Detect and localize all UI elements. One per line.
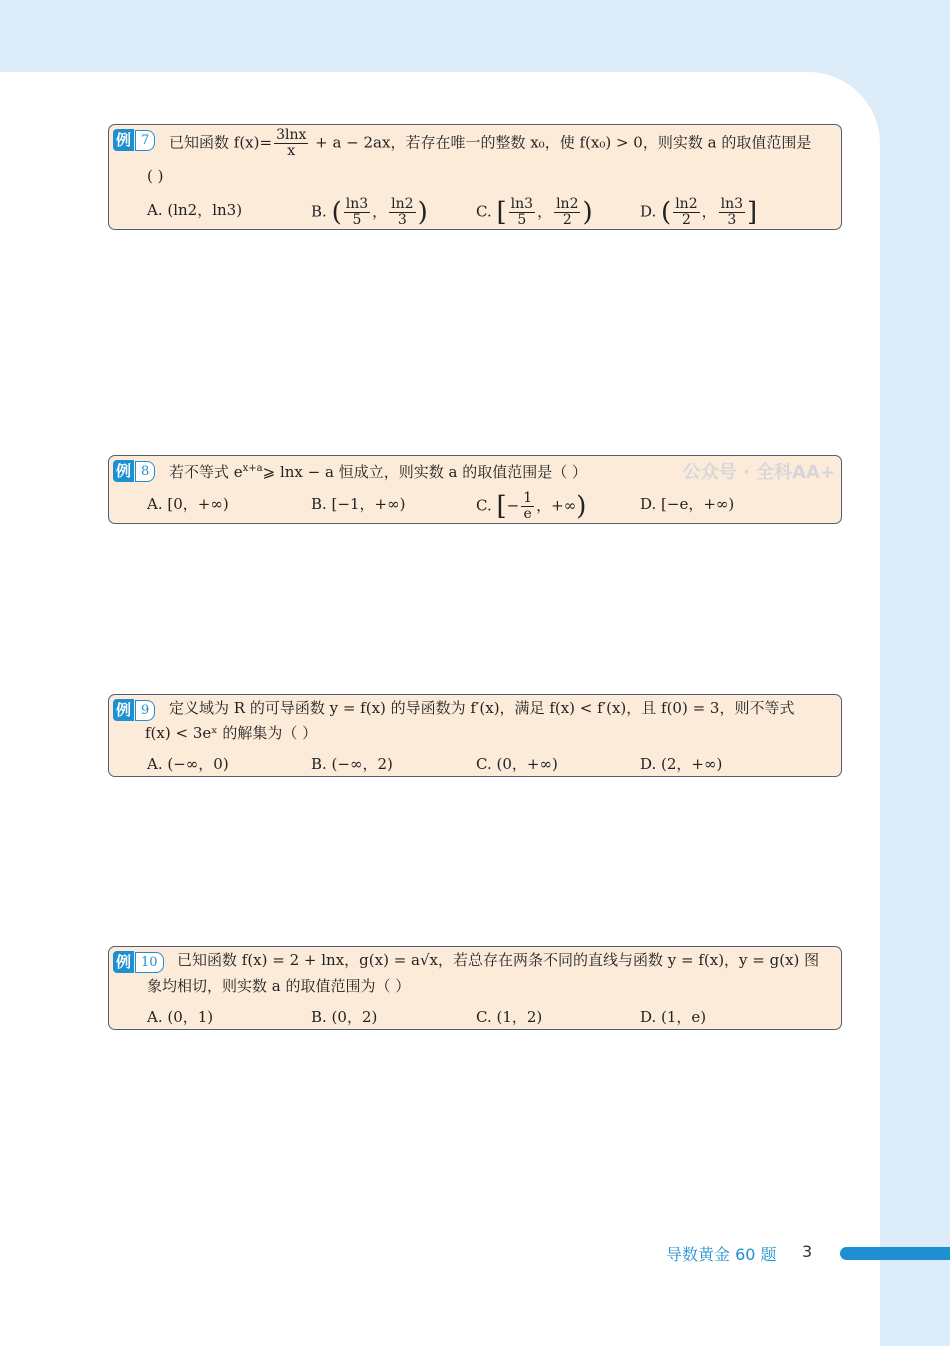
option-b: B. (0，2) xyxy=(311,1008,378,1026)
watermark: 公众号 · 全科AA+ xyxy=(682,462,835,483)
example-10-box xyxy=(108,946,842,1030)
fraction-denominator: 3 xyxy=(397,212,407,228)
question-text: 若不等式 e xyxy=(169,463,243,481)
superscript: x+a xyxy=(242,463,263,474)
question-line-1 xyxy=(169,128,811,159)
option-d: D. (1，e) xyxy=(640,1008,707,1026)
right-margin-strip xyxy=(880,170,950,1346)
option-b: B. ( $\frac{\ln 3}{5}$ ， $\frac{\ln 2}{3}$ ) xyxy=(311,196,428,228)
option-c: C. [ $\frac{\ln 3}{5}$ ， $\frac{\ln 2}{2}$ ) xyxy=(476,196,593,228)
fraction-denominator: 5 xyxy=(352,212,362,228)
fraction-numerator: 3lnx xyxy=(276,127,307,143)
question-text: ⩾ lnx − a 恒成立，则实数 a 的取值范围是（ ） xyxy=(262,463,587,481)
example-8-box xyxy=(108,455,842,524)
option-a: A. (−∞，0) xyxy=(147,755,229,773)
fraction-denominator: e xyxy=(523,506,532,522)
option-c: C. (0，+∞) xyxy=(476,755,558,773)
fraction xyxy=(719,197,745,228)
example-9-box xyxy=(108,694,842,777)
example-9-tag xyxy=(113,699,155,721)
question-line-2: 象均相切，则实数 a 的取值范围为（ ） xyxy=(147,977,411,995)
example-10-tag xyxy=(113,951,164,973)
option-c: C. (1，2) xyxy=(476,1008,543,1026)
option-b: B. [−1，+∞) xyxy=(311,495,406,513)
fraction xyxy=(344,197,370,228)
fraction-numerator: 1 xyxy=(523,490,533,506)
page-number: 3 xyxy=(802,1242,813,1261)
fraction-numerator: ln3 xyxy=(720,196,744,212)
example-label: 例 xyxy=(113,699,134,721)
fraction xyxy=(521,491,534,522)
option-a: A. (ln2，ln3) xyxy=(147,201,243,219)
fraction-denominator: x xyxy=(287,143,296,159)
example-number: 10 xyxy=(135,952,164,973)
fraction-numerator: ln2 xyxy=(675,196,698,212)
fraction xyxy=(673,197,699,228)
example-number: 7 xyxy=(135,130,155,151)
option-d: D. ( $\frac{\ln 2}{2}$ ， $\frac{\ln 3}{3}$ ] xyxy=(640,196,758,228)
example-8-tag xyxy=(113,460,155,482)
fraction-denominator: 5 xyxy=(517,212,527,228)
option-a: A. [0，+∞) xyxy=(147,495,229,513)
fraction-numerator: ln3 xyxy=(510,196,534,212)
question-line-1: 定义域为 R 的可导函数 y = f(x) 的导函数为 f′(x)，满足 f(x) < f′(x)，且 f(0) = 3，则不等式 xyxy=(169,699,795,717)
example-label: 例 xyxy=(113,129,134,151)
question-text: 已知函数 f(x)= xyxy=(169,133,273,152)
fraction-denominator: 2 xyxy=(681,212,691,228)
option-label: C. xyxy=(476,202,492,221)
fraction-numerator: ln3 xyxy=(345,196,369,212)
option-label: D. xyxy=(640,202,657,221)
fraction xyxy=(389,197,415,228)
fraction-denominator: 3 xyxy=(727,212,737,228)
option-tail: ，+∞ xyxy=(536,496,577,515)
fraction-denominator: 2 xyxy=(562,212,572,228)
footer-title: 导数黄金 60 题 xyxy=(666,1245,777,1264)
example-label: 例 xyxy=(113,460,134,482)
question-line-2: ( ) xyxy=(147,167,164,185)
example-number: 8 xyxy=(135,461,155,482)
question-line-1: 已知函数 f(x) = 2 + lnx，g(x) = a√x，若总存在两条不同的直线与函数 y = f(x)，y = g(x) 图 xyxy=(177,951,820,969)
footer-accent-bar xyxy=(840,1247,950,1260)
option-c: C. [− $\frac{1}{e}$ ，+∞) xyxy=(476,490,587,522)
question-text: + a − 2ax，若存在唯一的整数 x₀，使 f(x₀) > 0，则实数 a 的取值范围是 xyxy=(310,133,812,152)
option-d: D. [−e，+∞) xyxy=(640,495,735,513)
example-label: 例 xyxy=(113,951,134,973)
example-7-tag xyxy=(113,129,155,151)
fraction xyxy=(554,197,580,228)
option-label: B. xyxy=(311,202,327,221)
option-label: C. xyxy=(476,496,492,515)
fraction xyxy=(274,128,308,159)
question-line-1 xyxy=(169,456,587,485)
question-line-2: f(x) < 3eˣ 的解集为（ ） xyxy=(145,724,318,742)
option-b: B. (−∞，2) xyxy=(311,755,393,773)
fraction xyxy=(509,197,535,228)
option-d: D. (2，+∞) xyxy=(640,755,723,773)
example-7-box xyxy=(108,124,842,230)
fraction-numerator: ln2 xyxy=(556,196,579,212)
fraction-numerator: ln2 xyxy=(391,196,414,212)
option-a: A. (0，1) xyxy=(147,1008,214,1026)
example-number: 9 xyxy=(135,700,155,721)
